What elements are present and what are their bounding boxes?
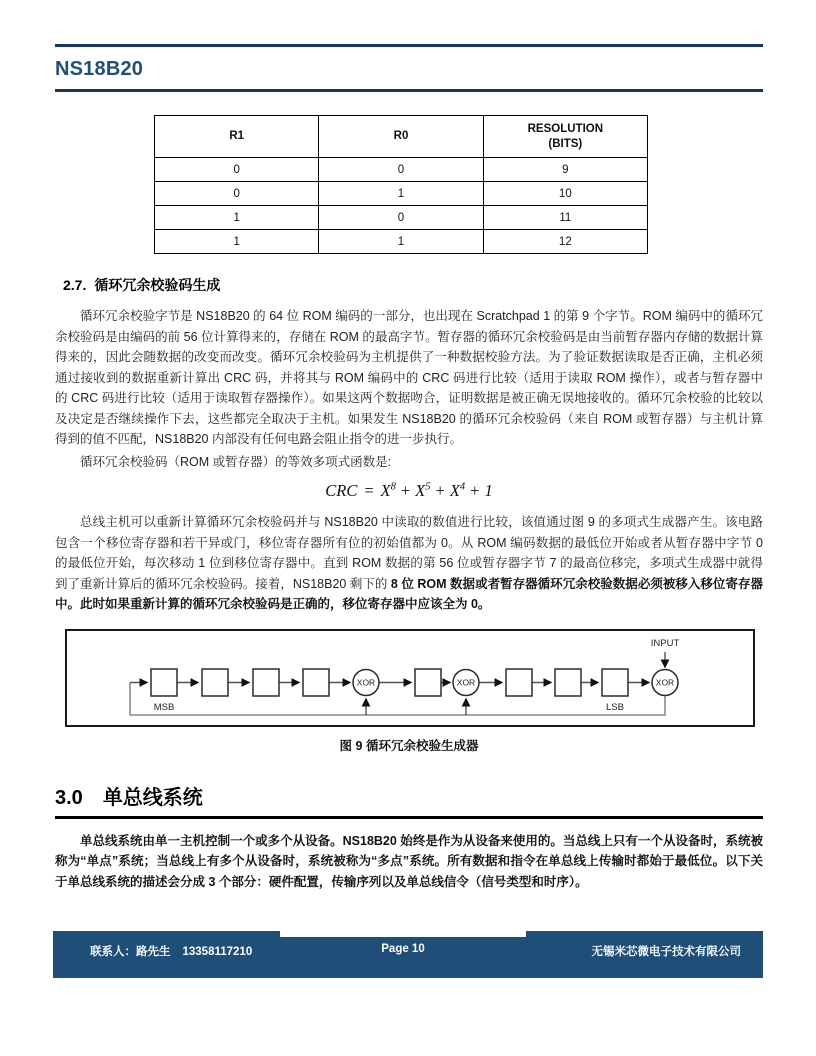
table-cell: 0: [319, 158, 483, 182]
msb-label: MSB: [153, 701, 175, 713]
crc-formula-lead-in: 循环冗余校验码（ROM 或暂存器）的等效多项式函数是:: [80, 454, 392, 469]
formula-term-x4: X: [449, 481, 460, 500]
shift-register-cell: [415, 669, 441, 696]
section-number: 3.0: [55, 786, 83, 809]
formula-exp-4: 4: [459, 481, 466, 493]
table-cell: 10: [483, 182, 647, 206]
formula-constant: 1: [484, 481, 493, 500]
xor-label: XOR: [356, 677, 376, 687]
section-title: 单总线系统: [102, 786, 203, 809]
table-header-resolution-line1: RESOLUTION: [527, 122, 604, 135]
table-cell: 0: [155, 182, 319, 206]
figure-9-caption: 图 9 循环冗余校验生成器: [339, 738, 479, 753]
table-row: [155, 206, 648, 230]
resolution-table: [154, 115, 648, 254]
table-cell: 0: [319, 206, 483, 230]
formula-term-x5: X: [415, 481, 426, 500]
table-row: [155, 230, 648, 254]
header-bottom-rule: [55, 89, 763, 92]
shift-register-cell: [253, 669, 279, 696]
footer-contact-phone: 13358117210: [182, 946, 253, 958]
shift-register-cell: [506, 669, 532, 696]
xor-label: XOR: [655, 677, 675, 687]
table-cell: 9: [483, 158, 647, 182]
formula-term-x8: X: [380, 481, 391, 500]
table-cell: 1: [319, 230, 483, 254]
table-cell: 1: [155, 230, 319, 254]
table-header-resolution-line2: (BITS): [548, 137, 583, 150]
footer-contact-name: 联系人：路先生: [90, 946, 171, 958]
table-cell: 11: [483, 206, 647, 230]
crc-paragraph-1: 循环冗余校验字节是 NS18B20 的 64 位 ROM 编码的一部分，也出现在 Scratchpad 1 的第 9 个字节。ROM 编码中的循环冗余校验码是由编码的前 56 位计算得来的，存储在 ROM 的最高字节。暂存器的循环冗余校验码是由当前暂存器内存储的数据计算得来的，因此会随数据的改变而改变。循环冗余校验码为主机提供了一种数据校验方法。为了验证数据读取是否正确，主机必须通过接收到的数据重新计算出 CRC 码，并将其与 ROM 编码中的 CRC 码进行比较（适用于读取 ROM 操作），或者与暂存器中的 CRC 码进行比较（适用于读取暂存器操作）。如果这两个数据吻合，证明数据是被正确无误地接收的。循环冗余校验的比较以及决定是否继续操作下去，这些都完全取决于主机。如果发生 NS18B20 的循环冗余校验码（来自 ROM 或暂存器）与主机计算得到的值不匹配，NS18B20 内部没有任何电路会阻止指令的进一步执行。: [55, 309, 763, 446]
crc-polynomial-formula: [55, 481, 763, 501]
shift-register-cell-lsb: [602, 669, 628, 696]
formula-plus: +: [400, 481, 411, 500]
footer-contact: [53, 931, 280, 978]
crc-paragraph-2-normal: 总线主机可以重新计算循环冗余校验码并与 NS18B20 中读取的数值进行比较，该值通过图 9 的多项式生成器产生。该电路包含一个移位寄存器和若干异或门，移位寄存器所有位的初始值都为 0。从 ROM 编码数据的最低位开始或者从暂存器中字节 0 的最低位开始，每次移动 1 位到移位寄存器中。直到 ROM 数据的第 56 位或暂存器字节 7 的最高位移完，多项式生成器中就得到了重新计算后的循环冗余校验码。接着，NS18B20 剩下的: [55, 515, 763, 591]
footer-page-number: Page 10: [280, 937, 526, 978]
shift-register-cell: [303, 669, 329, 696]
section-title: 循环冗余校验码生成: [94, 277, 221, 293]
table-header-resolution: [483, 116, 647, 158]
table-cell: 1: [319, 182, 483, 206]
table-cell: 1: [155, 206, 319, 230]
formula-exp-8: 8: [390, 481, 396, 493]
onewire-paragraph: 单总线系统由单一主机控制一个或多个从设备。NS18B20 始终是作为从设备来使用的。当总线上只有一个从设备时，系统被称为“单点”系统；当总线上有多个从设备时，系统被称为“多点”系统。所有数据和指令在单总线上传输时都始于最低位。以下关于单总线系统的描述会分成 3 个部分：硬件配置，传输序列以及单总线信令（信号类型和时序）。: [55, 833, 763, 889]
formula-plus: +: [435, 481, 445, 500]
formula-exp-5: 5: [425, 481, 431, 493]
shift-register-cell-msb: [151, 669, 177, 696]
xor-label: XOR: [456, 677, 476, 687]
page-content: [0, 44, 816, 892]
lsb-label: LSB: [606, 701, 624, 713]
product-title: NS18B20: [55, 58, 144, 80]
table-cell: 12: [483, 230, 647, 254]
crc-paragraph-2: [55, 512, 763, 615]
input-label: INPUT: [650, 637, 680, 649]
section-number: 2.7.: [63, 277, 87, 293]
section-heading-onewire: [55, 781, 763, 819]
shift-register-cell: [202, 669, 228, 696]
table-row: [155, 182, 648, 206]
shift-register-cell: [555, 669, 581, 696]
footer-company: 无锡米芯微电子技术有限公司: [526, 931, 763, 978]
crc-paragraph-2-bold: 8 位 ROM 数据或者暂存器循环冗余校验数据必须被移入移位寄存器中。此时如果重新计算的循环冗余校验码是正确的，移位寄存器中应该全为 0。: [55, 576, 763, 611]
formula-equals: =: [363, 481, 375, 500]
crc-generator-diagram: [65, 629, 755, 727]
header-top-rule: [55, 44, 763, 47]
table-cell: 0: [155, 158, 319, 182]
formula-lhs: CRC: [325, 481, 358, 500]
table-row: [155, 158, 648, 182]
table-header-r1: R1: [155, 116, 319, 158]
table-header-row: [155, 116, 648, 158]
table-header-r0: R0: [319, 116, 483, 158]
section-heading-crc: [63, 275, 763, 295]
formula-plus: +: [470, 481, 480, 500]
page-footer: [53, 931, 763, 978]
crc-shift-register-svg: [67, 631, 753, 725]
